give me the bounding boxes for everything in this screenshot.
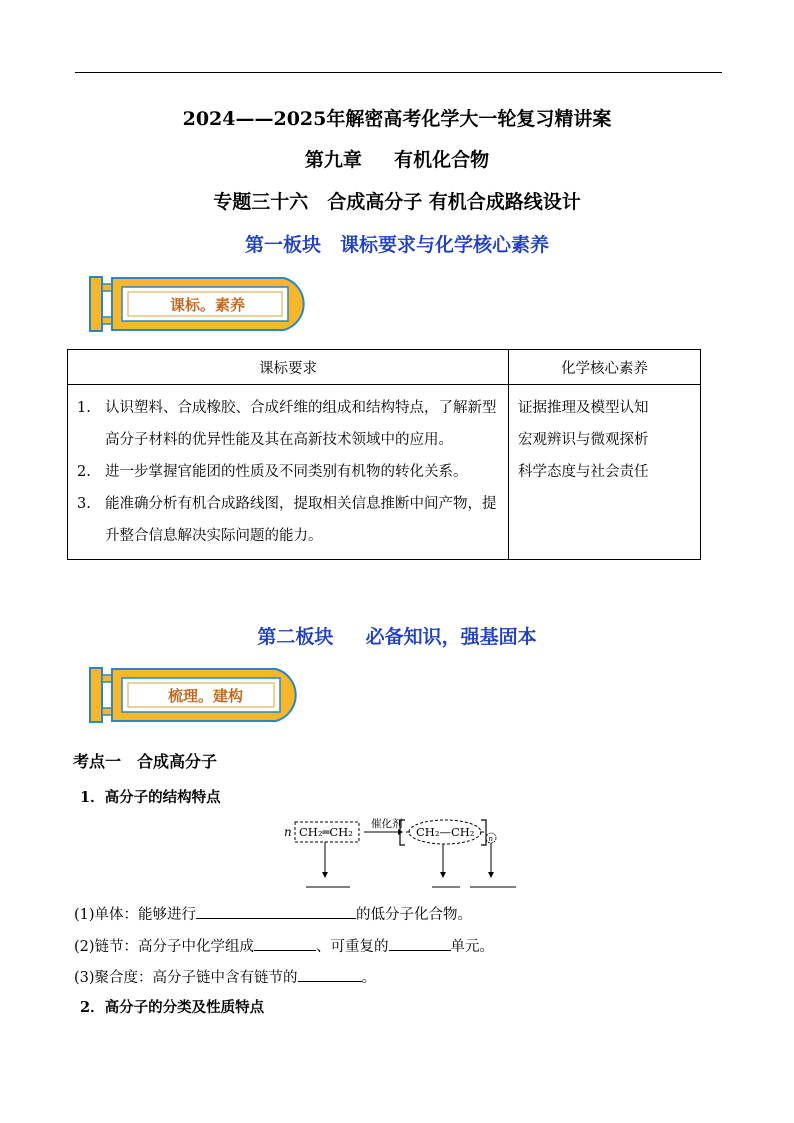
chain-unit-formula: CH₂—CH₂ xyxy=(416,825,475,839)
top-rule xyxy=(75,72,722,73)
list-item: 1. 认识塑料、合成橡胶、合成纤维的组成和结构特点，了解新型高分子材料的优异性能及其在高新技术领域中的应用。 xyxy=(77,400,497,448)
list-item: 3. 能准确分析有机合成路线图，提取相关信息推断中间产物，提升整合信息解决实际问题的能力。 xyxy=(77,496,497,544)
topic-title: 专题三十六 合成高分子 有机合成路线设计 xyxy=(213,191,581,213)
doc-title: 2024——2025年解密高考化学大一轮复习精讲案 xyxy=(182,108,612,130)
list-item: 证据推理及模型认知 xyxy=(518,400,649,416)
subsection1-title: 1．高分子的结构特点 xyxy=(80,789,221,806)
core-literacy-cell xyxy=(509,385,701,560)
col-header-core-literacy: 化学核心素养 xyxy=(509,350,701,385)
answer-blank[interactable] xyxy=(254,936,316,951)
requirements-table xyxy=(67,349,701,560)
line-monomer: (1)单体：能够进行 的低分子化合物。 xyxy=(74,903,472,924)
section2-badge xyxy=(88,666,306,724)
n-label: n xyxy=(284,825,292,839)
arrow-down-icon xyxy=(440,872,446,878)
list-item: 2. 进一步掌握官能团的性质及不同类别有机物的转化关系。 xyxy=(77,464,468,480)
subsection2-title: 2．高分子的分类及性质特点 xyxy=(80,999,265,1016)
section2-badge-label: 梳理。建构 xyxy=(168,686,244,705)
section1-badge-label: 课标。素养 xyxy=(170,295,246,314)
section2-heading: 第二板块 必备知识，强基固本 xyxy=(257,626,537,648)
section1-badge xyxy=(88,275,314,333)
list-item: 科学态度与社会责任 xyxy=(518,464,649,480)
topic1-title: 考点一 合成高分子 xyxy=(73,752,218,771)
answer-blank[interactable] xyxy=(298,967,362,982)
answer-blank[interactable] xyxy=(196,904,356,919)
degree-label: n xyxy=(488,835,494,843)
line-degree: (3)聚合度：高分子链中含有链节的 。 xyxy=(74,966,376,987)
requirements-list xyxy=(69,386,507,558)
polymerization-diagram xyxy=(280,815,520,895)
requirements-cell xyxy=(68,385,509,560)
monomer-formula: CH₂═CH₂ xyxy=(299,825,353,839)
chapter-title: 第九章 有机化合物 xyxy=(304,149,490,171)
answer-blank[interactable] xyxy=(389,936,451,951)
catalyst-label: 催化剂 xyxy=(371,818,403,830)
core-literacy-list xyxy=(510,386,699,494)
arrow-down-icon xyxy=(488,872,494,878)
col-header-requirements: 课标要求 xyxy=(68,350,509,385)
section1-heading: 第一板块 课标要求与化学核心素养 xyxy=(244,234,549,256)
arrow-down-icon xyxy=(322,872,328,878)
list-item: 宏观辨识与微观探析 xyxy=(518,432,649,448)
line-chain-unit: (2)链节：高分子中化学组成 、可重复的 单元。 xyxy=(74,935,494,956)
